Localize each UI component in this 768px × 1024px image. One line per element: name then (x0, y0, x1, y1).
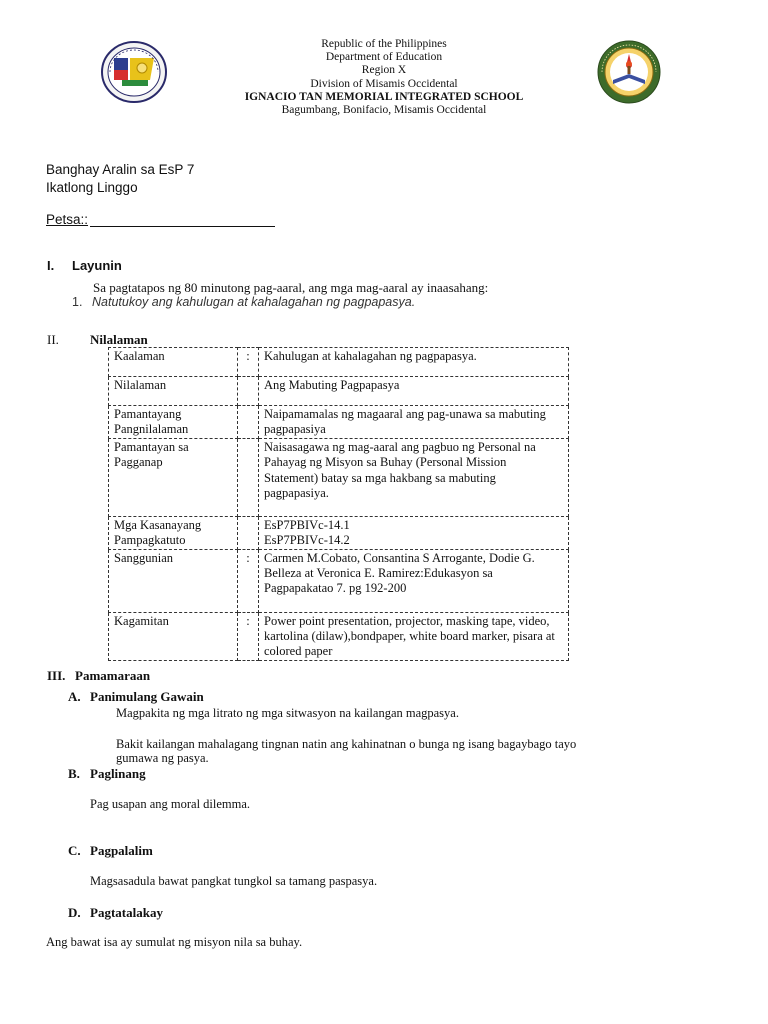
objective-text: Natutukoy ang kahulugan at kahalagahan ng pagpapasya. (92, 295, 416, 309)
row-colon (238, 406, 259, 439)
sub-c-heading: Pagpalalim (90, 843, 153, 858)
section-1-heading: Layunin (72, 258, 122, 273)
section-1-number: I. (47, 258, 55, 273)
row-label: Pamantayang Pangnilalaman (109, 406, 238, 439)
section-2-heading: Nilalaman (90, 332, 148, 347)
row-label: Sanggunian (109, 549, 238, 612)
row-colon (238, 377, 259, 406)
header-school-name: IGNACIO TAN MEMORIAL INTEGRATED SCHOOL (244, 90, 524, 103)
deped-seal-icon (597, 40, 661, 104)
sub-b-paragraph: Pag usapan ang moral dilemma. (90, 797, 251, 811)
header-department: Department of Education (325, 51, 443, 64)
row-label: Pamantayan sa Pagganap (109, 438, 238, 516)
row-value: Naisasagawa ng mag-aaral ang pagbuo ng Personal na Pahayag ng Misyon sa Buhay (Personal Mission Statement) batay sa mga hakbang sa mabuting pagpapasiya. (259, 438, 569, 516)
sub-c-paragraph: Magsasadula bawat pangkat tungkol sa tamang paspasya. (90, 874, 378, 888)
row-label: Kaalaman (109, 348, 238, 377)
petsa-blank-line (90, 212, 275, 227)
lesson-plan-title: Banghay Aralin sa EsP 7 (46, 162, 195, 177)
table-row (109, 516, 569, 549)
header-country: Republic of the Philippines (321, 38, 447, 50)
sub-a-paragraph-2-line-1: Bakit kailangan mahalagang tingnan natin ang kahinatnan o bunga ng isang bagaybago tayo (116, 737, 577, 751)
letterhead (184, 38, 584, 117)
row-value: Naipamamalas ng magaaral ang pag-unawa sa mabuting pagpapasiya (259, 406, 569, 439)
petsa-field (46, 212, 275, 227)
week-label: Ikatlong Linggo (46, 180, 138, 195)
row-label: Kagamitan (109, 612, 238, 660)
sub-a-paragraph-2-line-2: gumawa ng pasya. (116, 751, 209, 765)
row-colon: : (238, 612, 259, 660)
row-value: Ang Mabuting Pagpapasya (259, 377, 569, 406)
row-colon: : (238, 348, 259, 377)
row-label: Nilalaman (109, 377, 238, 406)
header-region: Region X (361, 64, 407, 77)
table-row (109, 406, 569, 439)
row-label: Mga Kasanayang Pampagkatuto (109, 516, 238, 549)
sub-a-paragraph-1: Magpakita ng mga litrato ng mga sitwasyon na kailangan magpasya. (116, 706, 459, 720)
table-row (109, 438, 569, 516)
table-row (109, 549, 569, 612)
closing-statement: Ang bawat isa ay sumulat ng misyon nila sa buhay. (46, 935, 303, 949)
table-row (109, 348, 569, 377)
header-division: Division of Misamis Occidental (310, 77, 458, 90)
row-value: EsP7PBIVc-14.1 EsP7PBIVc-14.2 (259, 516, 569, 549)
header-address: Bagumbang, Bonifacio, Misamis Occidental (281, 104, 487, 117)
row-colon: : (238, 549, 259, 612)
table-row (109, 377, 569, 406)
nilalaman-table (108, 347, 569, 661)
section-3-heading: Pamamaraan (75, 668, 151, 683)
sub-c-letter: C. (68, 843, 81, 858)
row-value: Kahulugan at kahalagahan ng pagpapasya. (259, 348, 569, 377)
section-1-intro: Sa pagtatapos ng 80 minutong pag-aaral, ang mga mag-aaral ay inaasahang: (93, 280, 489, 295)
table-row (109, 612, 569, 660)
sub-a-heading: Panimulang Gawain (90, 689, 204, 704)
sub-a-letter: A. (68, 689, 81, 704)
school-seal-logo (100, 40, 168, 104)
section-3-number: III. (47, 668, 66, 683)
row-value: Power point presentation, projector, masking tape, video, kartolina (dilaw),bondpaper, white board marker, pisara at colored paper (259, 612, 569, 660)
row-value: Carmen M.Cobato, Consantina S Arrogante, Dodie G. Belleza at Veronica E. Ramirez:Edukasyon sa Pagpapakatao 7. pg 192-200 (259, 549, 569, 612)
row-colon (238, 438, 259, 516)
sub-b-heading: Paglinang (90, 766, 146, 781)
row-colon (238, 516, 259, 549)
school-seal-icon (100, 40, 168, 104)
sub-d-heading: Pagtatalakay (90, 905, 163, 920)
objective-number: 1. (72, 295, 83, 309)
sub-b-letter: B. (68, 766, 80, 781)
sub-d-letter: D. (68, 905, 81, 920)
petsa-label: Petsa:: (46, 212, 89, 227)
section-2-number: II. (47, 332, 59, 347)
deped-seal-logo (597, 40, 661, 104)
